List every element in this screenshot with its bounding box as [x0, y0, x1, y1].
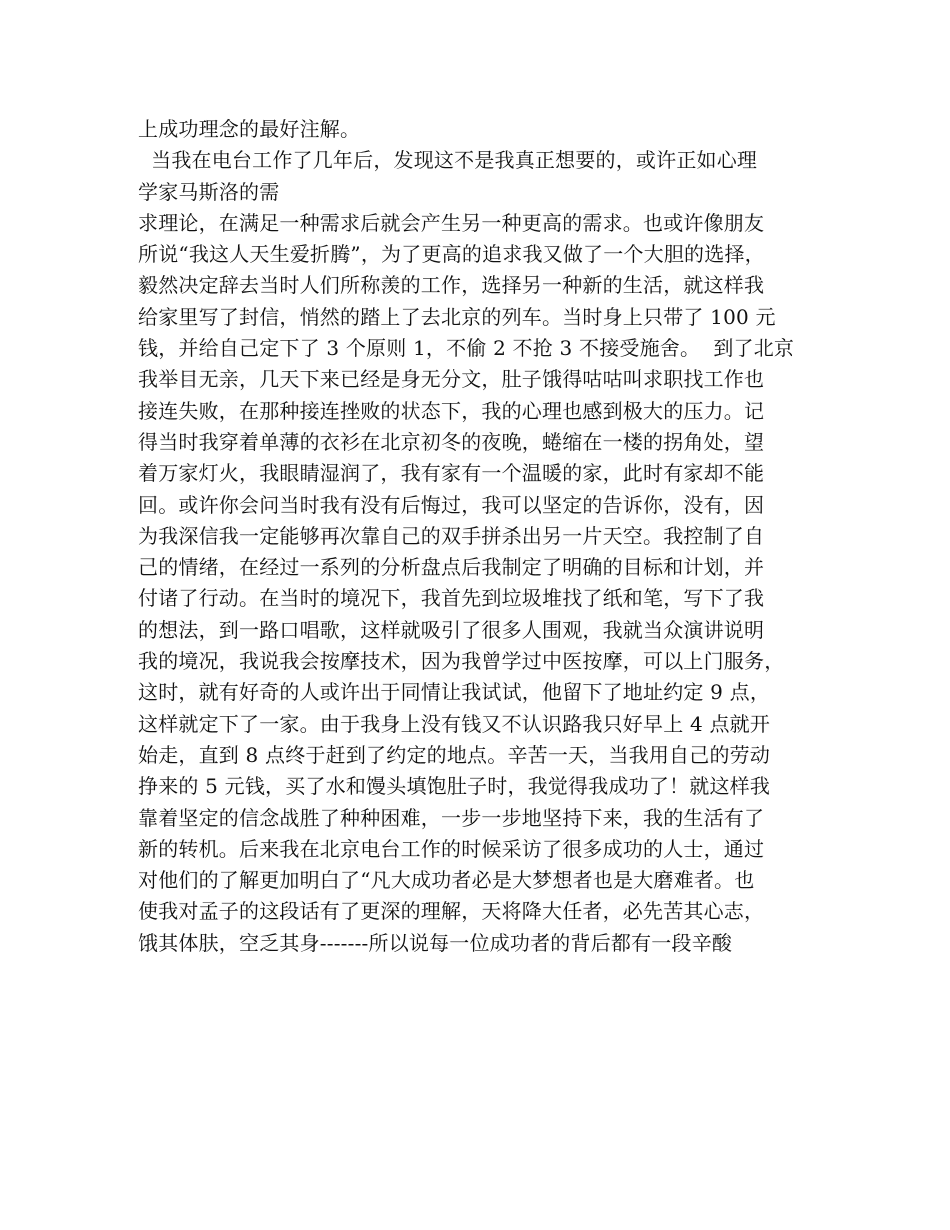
- text-line: 使我对孟子的这段话有了更深的理解，天将降大任者，必先苦其心志，: [138, 899, 765, 924]
- text-line: 这样就定下了一家。由于我身上没有钱又不认识路我只好早上 4 点就开: [138, 711, 771, 736]
- text-line: 毅然决定辞去当时人们所称羡的工作，选择另一种新的生活，就这样我: [138, 273, 765, 298]
- text-line: 靠着坚定的信念战胜了种种困难，一步一步地坚持下来，我的生活有了: [138, 805, 765, 830]
- text-line: 钱，并给自己定下了 3 个原则 1，不偷 2 不抢 3 不接受施舍。 到了北京: [138, 336, 795, 361]
- text-line: 己的情绪，在经过一系列的分析盘点后我制定了明确的目标和计划，并: [138, 555, 765, 580]
- text-line: 为我深信我一定能够再次靠自己的双手拼杀出另一片天空。我控制了自: [138, 523, 765, 548]
- text-line: 我举目无亲，几天下来已经是身无分文，肚子饿得咕咕叫求职找工作也: [138, 367, 765, 392]
- text-line: 的想法，到一路口唱歌，这样就吸引了很多人围观，我就当众演讲说明: [138, 617, 765, 642]
- text-line: 对他们的了解更加明白了“凡大成功者必是大梦想者也是大磨难者。也: [138, 868, 755, 893]
- text-line: 上成功理念的最好注解。: [138, 117, 361, 141]
- text-line: 给家里写了封信，悄然的踏上了去北京的列车。当时身上只带了 100 元: [138, 304, 776, 329]
- text-line: 回。或许你会问当时我有没有后悔过，我可以坚定的告诉你，没有，因: [138, 492, 765, 517]
- text-line: 新的转机。后来我在北京电台工作的时候采访了很多成功的人士，通过: [138, 836, 765, 861]
- text-line: 着万家灯火，我眼睛湿润了，我有家有一个温暖的家，此时有家却不能: [138, 461, 765, 486]
- text-line: 所说“我这人天生爱折腾”，为了更高的追求我又做了一个大胆的选择，: [138, 242, 765, 267]
- text-line: 饿其体肤，空乏其身-------所以说每一位成功者的背后都有一段辛酸: [138, 930, 733, 955]
- text-line: 这时，就有好奇的人或许出于同情让我试试，他留下了地址约定 9 点，: [138, 680, 771, 705]
- body-text: [138, 114, 818, 959]
- text-line: 得当时我穿着单薄的衣衫在北京初冬的夜晚，蜷缩在一楼的拐角处，望: [138, 429, 765, 454]
- text-line: 当我在电台工作了几年后，发现这不是我真正想要的，或许正如心理: [138, 148, 758, 173]
- text-line: 挣来的 5 元钱，买了水和馒头填饱肚子时，我觉得我成功了！就这样我: [138, 774, 771, 799]
- text-line: 付诸了行动。在当时的境况下，我首先到垃圾堆找了纸和笔，写下了我: [138, 586, 765, 611]
- text-line: 学家马斯洛的需: [138, 179, 280, 204]
- text-line: 求理论，在满足一种需求后就会产生另一种更高的需求。也或许像朋友: [138, 210, 765, 235]
- text-line: 我的境况，我说我会按摩技术，因为我曾学过中医按摩，可以上门服务，: [138, 649, 785, 674]
- text-line: 接连失败，在那种接连挫败的状态下，我的心理也感到极大的压力。记: [138, 398, 765, 423]
- text-line: 始走，直到 8 点终于赶到了约定的地点。辛苦一天，当我用自己的劳动: [138, 742, 771, 767]
